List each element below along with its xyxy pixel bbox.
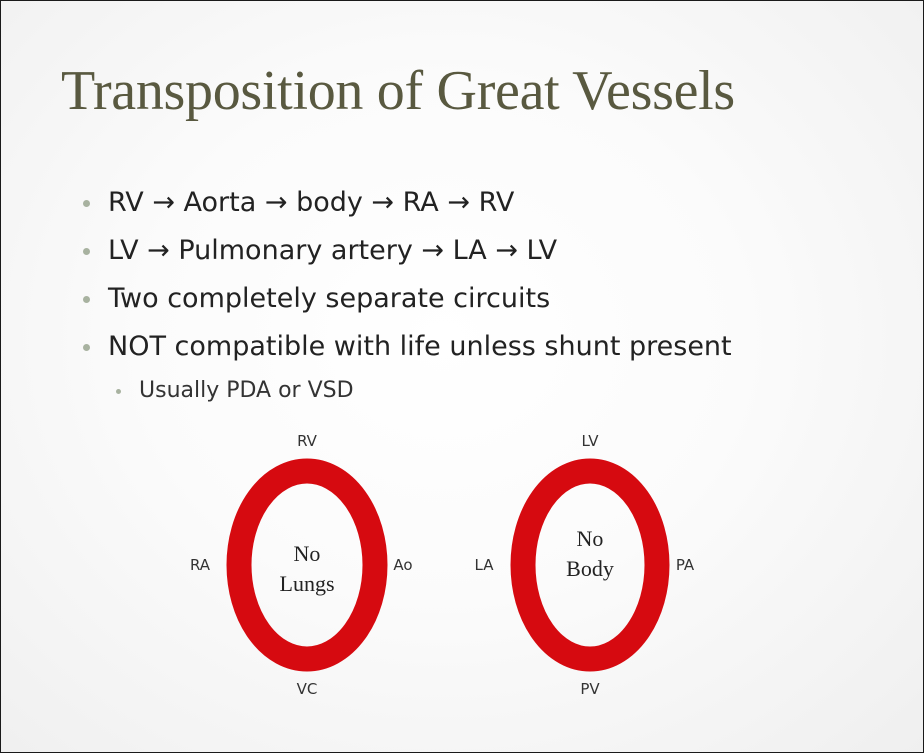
sub-bullet-shunt: Usually PDA or VSD bbox=[81, 371, 732, 411]
left-center-line2: Lungs bbox=[279, 571, 335, 596]
bullet-not-compatible: NOT compatible with life unless shunt present bbox=[81, 323, 732, 371]
right-left-label: LA bbox=[474, 556, 494, 574]
left-left-label: RA bbox=[189, 556, 211, 574]
bullet-pulmonary-circuit: LV → Pulmonary artery → LA → LV bbox=[81, 227, 732, 275]
right-right-label: PA bbox=[675, 556, 695, 574]
right-top-label: LV bbox=[581, 432, 599, 450]
slide-title: Transposition of Great Vessels bbox=[61, 60, 735, 122]
right-center-line2: Body bbox=[566, 556, 614, 581]
right-bottom-label: PV bbox=[580, 680, 600, 698]
right-center-line1: No bbox=[576, 526, 604, 551]
circulation-diagram bbox=[1, 1, 924, 753]
bullet-systemic-circuit: RV → Aorta → body → RA → RV bbox=[81, 179, 732, 227]
left-bottom-label: VC bbox=[296, 680, 318, 698]
left-circuit bbox=[190, 432, 413, 698]
left-center-line1: No bbox=[293, 541, 321, 566]
left-top-label: RV bbox=[297, 432, 317, 450]
bullet-separate-circuits: Two completely separate circuits bbox=[81, 275, 732, 323]
right-circuit bbox=[475, 432, 695, 698]
left-right-label: Ao bbox=[393, 556, 413, 574]
